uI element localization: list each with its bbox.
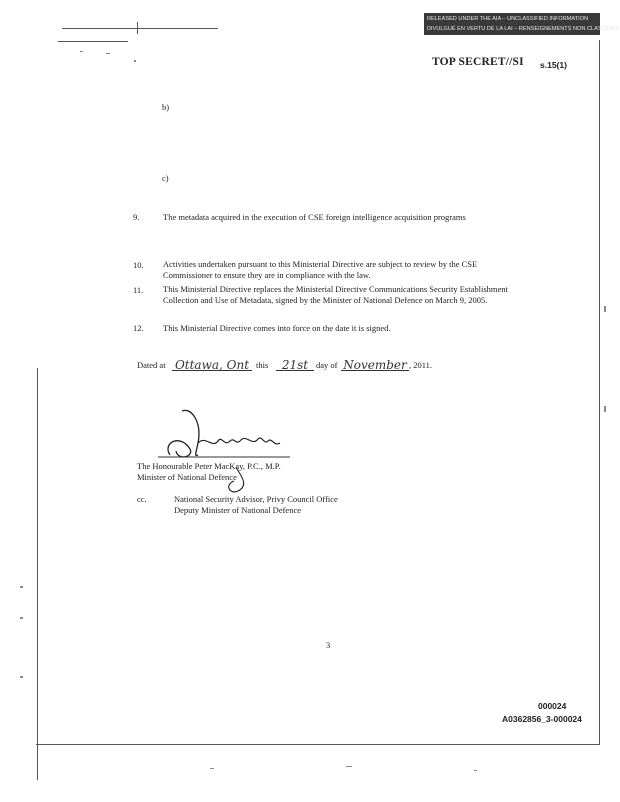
scan-edge-right (599, 40, 600, 744)
scan-line-left (58, 41, 128, 42)
dated-place-field (172, 356, 252, 371)
paragraph-text: This Ministerial Directive replaces the Ministerial Directive Communications Security Establishment Collection and Use of Metadata, signed by the Minister of National Defence on March 9, 2005. (163, 284, 508, 305)
scan-speck (80, 51, 83, 52)
scan-speck (20, 586, 23, 588)
scan-speck (134, 60, 136, 62)
dated-month-field (341, 356, 409, 371)
release-stamp (424, 13, 620, 35)
dated-month-handwritten: November (343, 358, 407, 372)
scan-speck (210, 768, 214, 769)
paragraph-number: 10. (133, 260, 144, 270)
scan-tick (137, 22, 138, 34)
dated-this: this (256, 360, 269, 370)
dated-place-handwritten: Ottawa, Ont (174, 358, 250, 372)
dated-day-handwritten: 21st (281, 358, 309, 372)
document-access-code: A0362856_3-000024 (502, 714, 582, 724)
classification-marking: TOP SECRET//SI (432, 56, 524, 68)
dated-year: , 2011. (409, 360, 433, 370)
paragraph-text: This Ministerial Directive comes into force on the date it is signed. (163, 323, 391, 333)
cc-recipient: Deputy Minister of National Defence (174, 505, 301, 515)
paragraph-number: 9. (133, 212, 140, 222)
sub-item-b: b) (162, 102, 170, 112)
stamp-line-english: RELEASED UNDER THE AIA – UNCLASSIFIED INFORMATION (427, 16, 589, 22)
scan-speck (106, 53, 110, 54)
signatory-title: Minister of National Defence (137, 472, 237, 482)
signature-scrawl (140, 405, 290, 497)
scan-edge-bottom (36, 744, 600, 745)
scan-speck (346, 766, 352, 767)
paragraph-number: 11. (133, 285, 144, 295)
document-page-code: 000024 (538, 701, 567, 711)
stamp-line-french: DIVULGUÉ EN VERTU DE LA LAI – RENSEIGNEMENTS NON CLASSIFIÉS (427, 26, 620, 32)
scan-edge-left (37, 368, 38, 780)
scan-speck (604, 306, 606, 312)
scan-speck (604, 406, 606, 412)
scan-speck (20, 617, 23, 619)
dated-day-field (276, 356, 314, 371)
cc-label: cc. (137, 494, 147, 504)
exemption-code: s.15(1) (540, 60, 567, 70)
page-number: 3 (326, 640, 331, 650)
cc-recipient: National Security Advisor, Privy Council Office (174, 494, 338, 504)
paragraph-number: 12. (133, 323, 144, 333)
dated-day-of: day of (316, 360, 338, 370)
scan-line-top (62, 28, 218, 29)
signatory-name: The Honourable Peter MacKay, P.C., M.P. (137, 461, 281, 471)
paragraph-text: The metadata acquired in the execution of CSE foreign intelligence acquisition programs (163, 212, 466, 222)
paragraph-text: Activities undertaken pursuant to this Ministerial Directive are subject to review by the CSE Commissioner to ensure they are in compliance with the law. (163, 259, 478, 280)
scan-speck (474, 770, 477, 771)
dated-prefix: Dated at (137, 360, 166, 370)
sub-item-c: c) (162, 173, 169, 183)
scan-speck (20, 676, 23, 678)
